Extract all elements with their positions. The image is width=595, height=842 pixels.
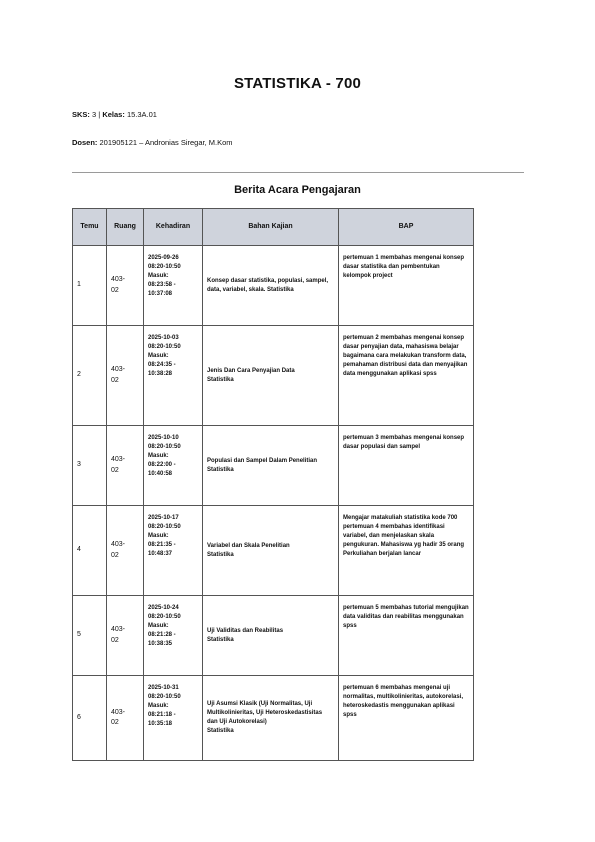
bap-cell: pertemuan 1 membahas mengenai konsep dasar statistika dan pembentukan kelompok project bbox=[339, 246, 474, 326]
ruang-cell: 403- 02 bbox=[107, 676, 144, 761]
sks-label: SKS: bbox=[72, 110, 90, 119]
header-temu: Temu bbox=[73, 209, 107, 246]
temu-cell: 2 bbox=[73, 326, 107, 426]
ruang-cell: 403- 02 bbox=[107, 326, 144, 426]
bahan-kajian-cell: Jenis Dan Cara Penyajian Data Statistika bbox=[203, 326, 339, 426]
bap-cell: pertemuan 2 membahas mengenai konsep dasar penyajian data, mahasiswa belajar bagaimana cara melakukan transform data, pemahaman distribusi data dan menyajikan data menggunakan aplikasi spss bbox=[339, 326, 474, 426]
bahan-kajian-cell: Populasi dan Sampel Dalam Penelitian Statistika bbox=[203, 426, 339, 506]
header-ruang: Ruang bbox=[107, 209, 144, 246]
table-row bbox=[73, 326, 474, 426]
table-row bbox=[73, 506, 474, 596]
temu-cell: 3 bbox=[73, 426, 107, 506]
bap-cell: pertemuan 5 membahas tutorial mengujikan data validitas dan reabilitas menggunakan spss bbox=[339, 596, 474, 676]
kehadiran-cell: 2025-10-10 08:20-10:50 Masuk: 08:22:00 - 10:40:58 bbox=[144, 426, 203, 506]
bahan-kajian-cell: Variabel dan Skala Penelitian Statistika bbox=[203, 506, 339, 596]
bap-table bbox=[72, 208, 474, 761]
ruang-cell: 403- 02 bbox=[107, 506, 144, 596]
kelas-value: 15.3A.01 bbox=[126, 110, 157, 119]
temu-cell: 4 bbox=[73, 506, 107, 596]
ruang-cell: 403- 02 bbox=[107, 246, 144, 326]
header-kehadiran: Kehadiran bbox=[144, 209, 203, 246]
bap-cell: pertemuan 6 membahas mengenai uji normalitas, multikolinieritas, autokorelasi, heteroskedastis menggunakan aplikasi spss bbox=[339, 676, 474, 761]
sks-value: 3 bbox=[92, 110, 97, 119]
kelas-label: Kelas: bbox=[102, 110, 125, 119]
dosen-value: 201905121 – Andronias Siregar, M.Kom bbox=[99, 138, 233, 147]
header-bap: BAP bbox=[339, 209, 474, 246]
bahan-kajian-cell: Konsep dasar statistika, populasi, sampel, data, variabel, skala. Statistika bbox=[203, 246, 339, 326]
kehadiran-cell: 2025-10-17 08:20-10:50 Masuk: 08:21:35 - 10:48:37 bbox=[144, 506, 203, 596]
kehadiran-cell: 2025-10-31 08:20-10:50 Masuk: 08:21:18 - 10:35:18 bbox=[144, 676, 203, 761]
kehadiran-cell: 2025-09-26 08:20-10:50 Masuk: 08:23:58 - 10:37:08 bbox=[144, 246, 203, 326]
lecturer-info bbox=[72, 138, 233, 147]
page-title: STATISTIKA - 700 bbox=[233, 75, 362, 92]
temu-cell: 5 bbox=[73, 596, 107, 676]
course-info bbox=[72, 110, 157, 119]
section-title: Berita Acara Pengajaran bbox=[234, 184, 361, 196]
bap-cell: pertemuan 3 membahas mengenai konsep dasar populasi dan sampel bbox=[339, 426, 474, 506]
divider bbox=[72, 172, 524, 173]
bahan-kajian-cell: Uji Validitas dan Reabilitas Statistika bbox=[203, 596, 339, 676]
ruang-cell: 403- 02 bbox=[107, 426, 144, 506]
table-row bbox=[73, 426, 474, 506]
kehadiran-cell: 2025-10-03 08:20-10:50 Masuk: 08:24:35 - 10:38:28 bbox=[144, 326, 203, 426]
kehadiran-cell: 2025-10-24 08:20-10:50 Masuk: 08:21:28 - 10:38:35 bbox=[144, 596, 203, 676]
ruang-cell: 403- 02 bbox=[107, 596, 144, 676]
header-bahan-kajian: Bahan Kajian bbox=[203, 209, 339, 246]
bap-cell: Mengajar matakuliah statistika kode 700 pertemuan 4 membahas identifikasi variabel, dan menjelaskan skala pengukuran. Mahasiswa yg hadir 35 orang Perkuliahan berjalan lancar bbox=[339, 506, 474, 596]
temu-cell: 1 bbox=[73, 246, 107, 326]
table-row bbox=[73, 596, 474, 676]
table-row bbox=[73, 676, 474, 761]
table-row bbox=[73, 246, 474, 326]
bahan-kajian-cell: Uji Asumsi Klasik (Uji Normalitas, Uji Multikolinieritas, Uji Heteroskedastisitas dan Uji Autokorelasi) Statistika bbox=[203, 676, 339, 761]
separator: | bbox=[98, 110, 101, 119]
table-header-row bbox=[73, 209, 474, 246]
dosen-label: Dosen: bbox=[72, 138, 98, 147]
temu-cell: 6 bbox=[73, 676, 107, 761]
